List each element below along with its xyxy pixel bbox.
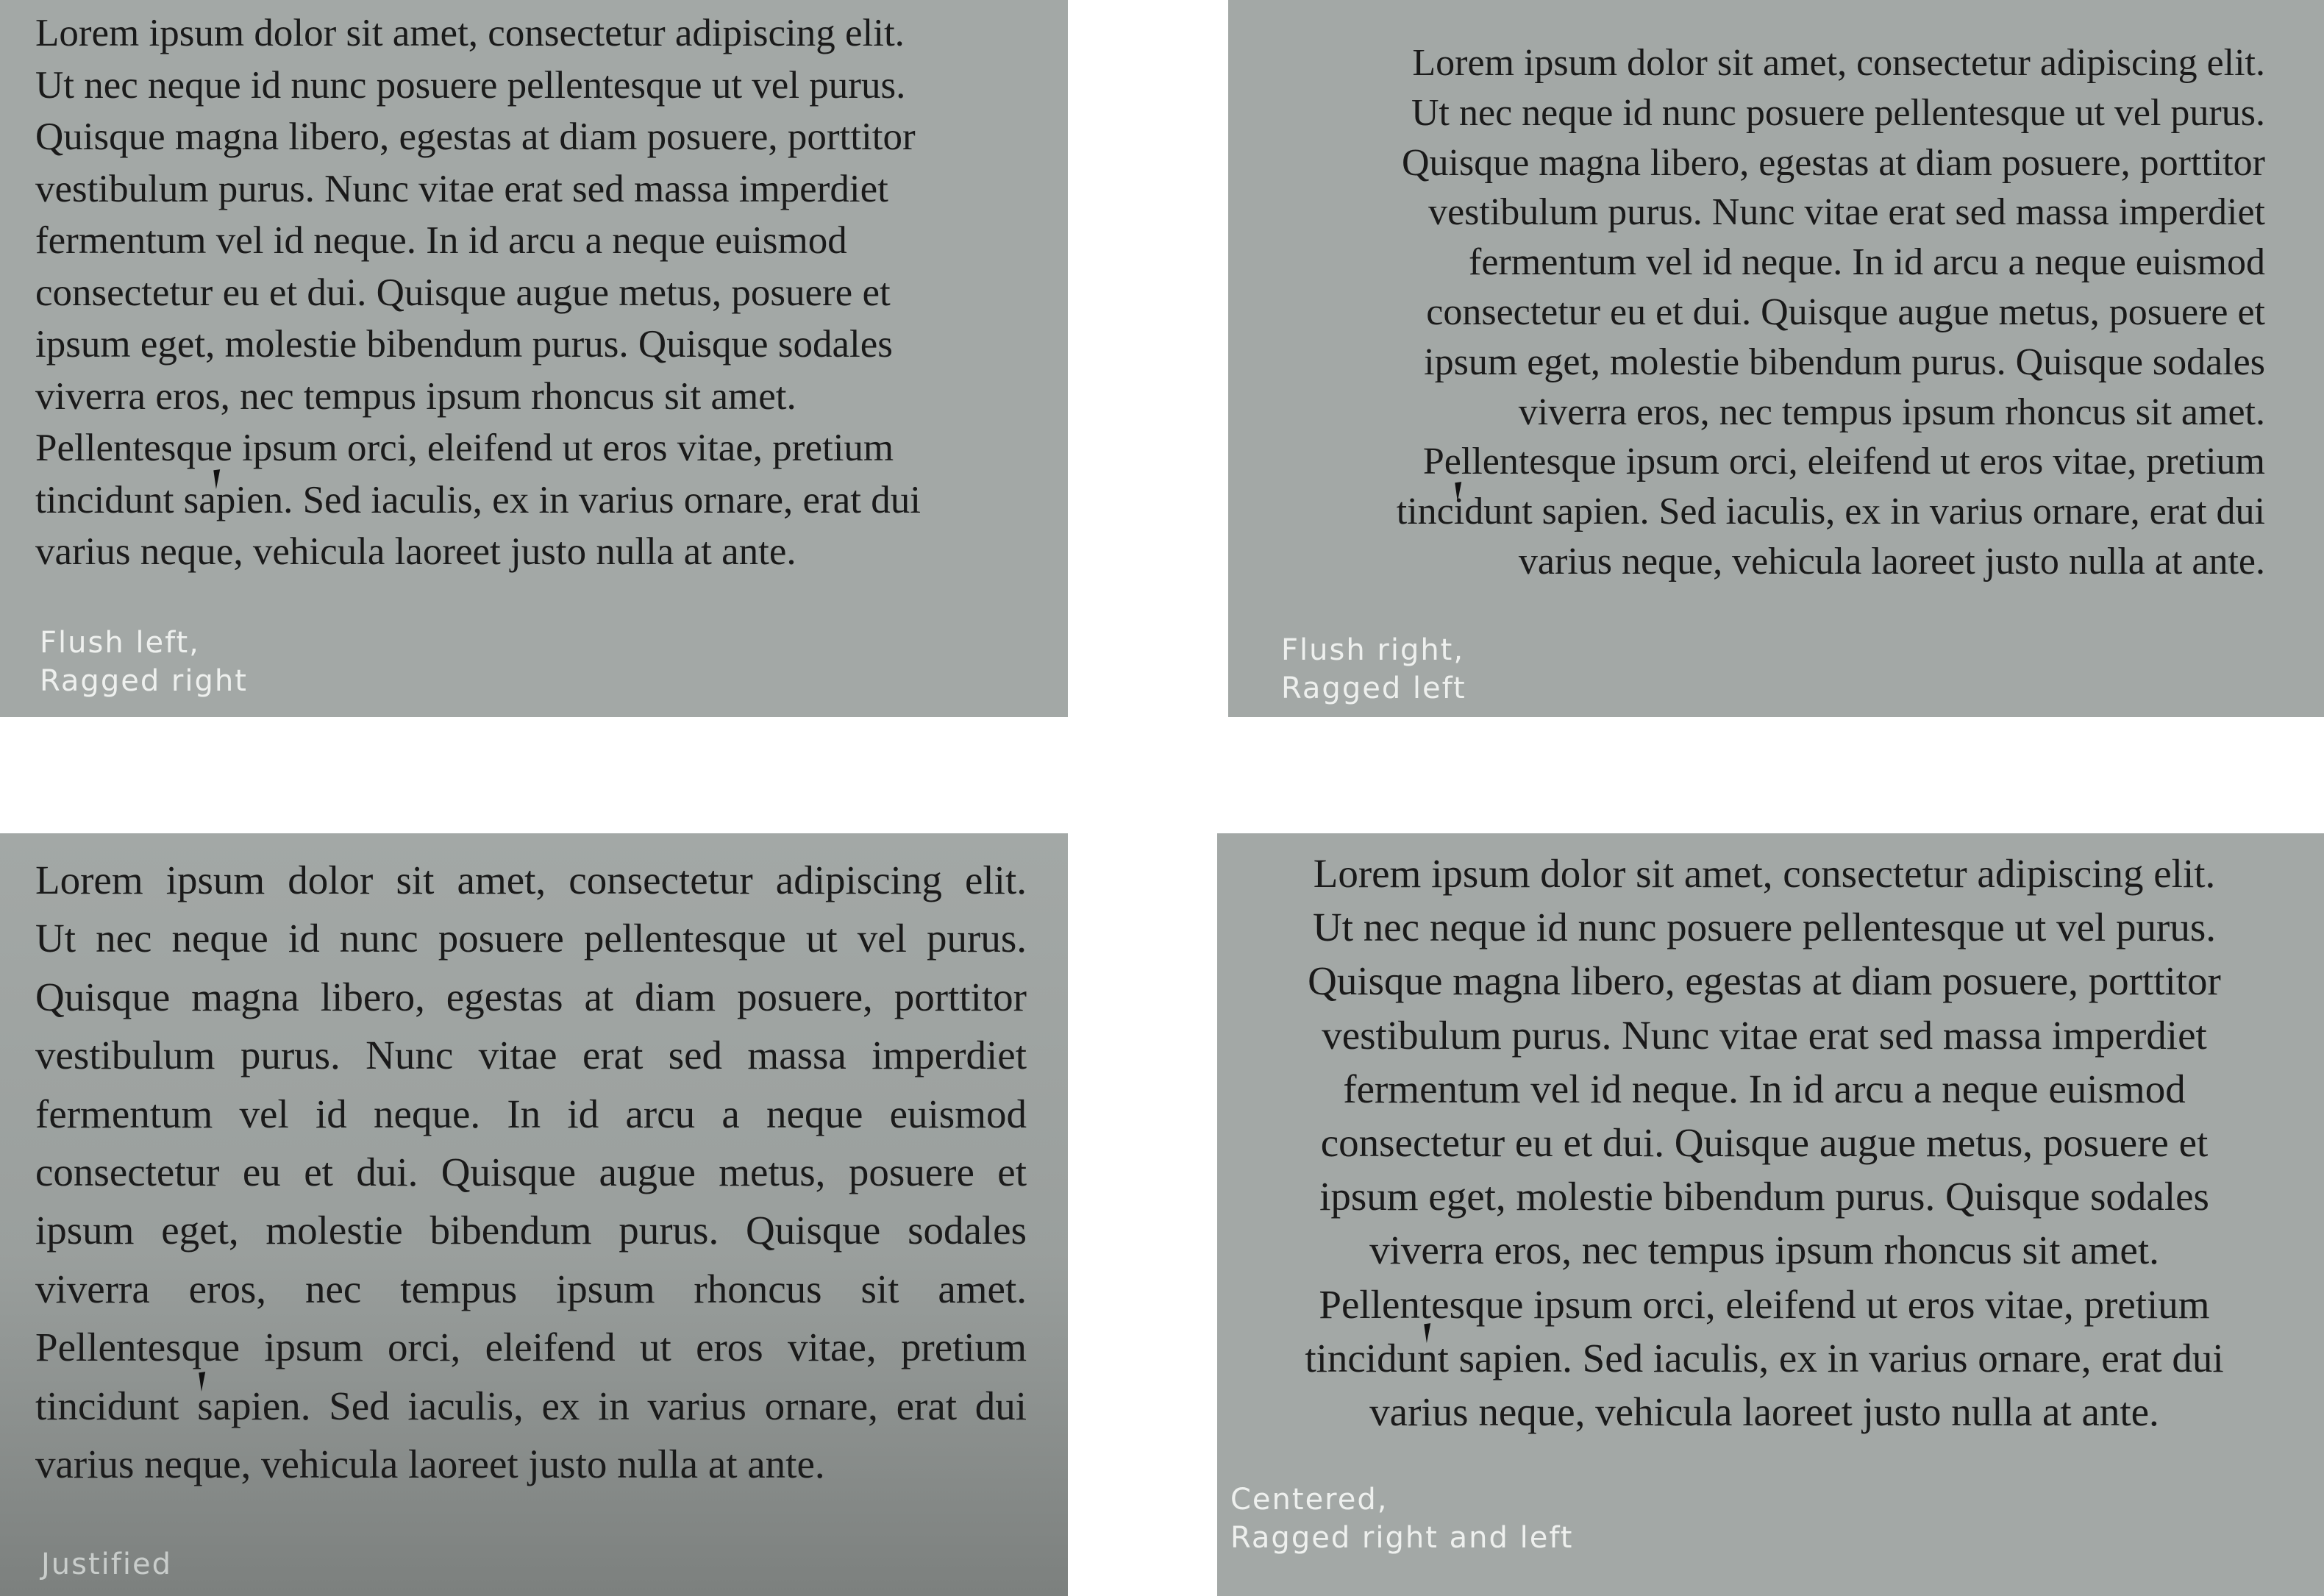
paragraph-line: Lorem ipsum dolor sit amet, consectetur adipiscing elit. — [1313, 851, 2216, 896]
caption-justified — [41, 1545, 172, 1583]
paragraph-line: consectetur eu et dui. Quisque augue metus, posuere et — [1426, 291, 2265, 333]
caption-line: Flush right, — [1281, 633, 1465, 667]
paragraph-line: Quisque magna libero, egestas at diam posuere, porttitor — [35, 115, 916, 158]
paragraph-line: viverra eros, nec tempus ipsum rhoncus sit amet. — [1518, 391, 2265, 433]
paragraph-line: vestibulum purus. Nunc vitae erat sed massa imperdiet — [1322, 1012, 2207, 1058]
caption-line: Ragged left — [1281, 671, 1466, 705]
paragraph-line: fermentum vel id neque. In id arcu a neque euismod — [35, 1091, 1027, 1136]
caption-line: Justified — [41, 1547, 172, 1581]
panel-centered — [1217, 833, 2324, 1596]
paragraph-line: ipsum eget, molestie bibendum purus. Quisque sodales — [35, 1208, 1027, 1253]
mouse-pointer-icon — [1455, 481, 1470, 502]
paragraph-line: Pellentesque ipsum orci, eleifend ut eros vitae, pretium — [35, 1325, 1027, 1370]
paragraph-line: Ut nec neque id nunc posuere pellentesque ut vel purus. — [35, 63, 906, 107]
caption-line: Ragged right — [40, 664, 248, 698]
paragraph-line: varius neque, vehicula laoreet justo nulla at ante. — [35, 1442, 825, 1487]
caption-line: Ragged right and left — [1230, 1521, 1574, 1555]
paragraph-line: tincidunt sapien. Sed iaculis, ex in varius ornare, erat dui — [1305, 1335, 2224, 1381]
paragraph-line: ipsum eget, molestie bibendum purus. Quisque sodales — [1424, 341, 2265, 383]
caption-centered — [1230, 1481, 1573, 1557]
paragraph-line: ipsum eget, molestie bibendum purus. Quisque sodales — [35, 323, 893, 366]
paragraph-line: ipsum eget, molestie bibendum purus. Quisque sodales — [1319, 1174, 2209, 1219]
paragraph-line: Quisque magna libero, egestas at diam posuere, porttitor — [35, 974, 1027, 1019]
paragraph-centered — [1220, 847, 2309, 1439]
paragraph-line: Ut nec neque id nunc posuere pellentesque ut vel purus. — [1313, 905, 2216, 950]
mouse-pointer-icon — [213, 469, 229, 489]
paragraph-line: tincidunt sapien. Sed iaculis, ex in varius ornare, erat dui — [35, 478, 921, 521]
paragraph-line: Pellentesque ipsum orci, eleifend ut eros vitae, pretium — [35, 427, 894, 469]
paragraph-line: Ut nec neque id nunc posuere pellentesque ut vel purus. — [1411, 91, 2265, 134]
caption-line: Flush left, — [40, 626, 200, 660]
caption-flush-right — [1281, 631, 1466, 708]
paragraph-line: Quisque magna libero, egestas at diam posuere, porttitor — [1401, 141, 2265, 184]
paragraph-line: Pellentesque ipsum orci, eleifend ut eros vitae, pretium — [1319, 1281, 2210, 1327]
caption-flush-left — [40, 624, 248, 700]
paragraph-line: fermentum vel id neque. In id arcu a neque euismod — [1343, 1066, 2186, 1111]
paragraph-line: consectetur eu et dui. Quisque augue metus, posuere et — [35, 1150, 1027, 1195]
paragraph-line: varius neque, vehicula laoreet justo nulla at ante. — [1369, 1389, 2159, 1435]
mouse-pointer-icon — [1424, 1322, 1439, 1343]
paragraph-line: varius neque, vehicula laoreet justo nulla at ante. — [1518, 540, 2265, 583]
paragraph-line: viverra eros, nec tempus ipsum rhoncus sit amet. — [35, 374, 796, 418]
paragraph-line: consectetur eu et dui. Quisque augue metus, posuere et — [35, 271, 891, 314]
paragraph-line: vestibulum purus. Nunc vitae erat sed massa imperdiet — [35, 167, 888, 210]
paragraph-line: Ut nec neque id nunc posuere pellentesque ut vel purus. — [35, 916, 1027, 961]
paragraph-line: Lorem ipsum dolor sit amet, consectetur adipiscing elit. — [35, 858, 1027, 902]
paragraph-line: vestibulum purus. Nunc vitae erat sed massa imperdiet — [35, 1033, 1027, 1078]
paragraph-line: Pellentesque ipsum orci, eleifend ut eros vitae, pretium — [1422, 441, 2265, 483]
paragraph-line: Lorem ipsum dolor sit amet, consectetur adipiscing elit. — [1412, 42, 2265, 84]
paragraph-line: varius neque, vehicula laoreet justo nulla at ante. — [35, 530, 796, 573]
panel-justified — [0, 833, 1068, 1596]
paragraph-line: fermentum vel id neque. In id arcu a neque euismod — [1469, 241, 2265, 284]
paragraph-justified — [35, 851, 1027, 1493]
paragraph-line: viverra eros, nec tempus ipsum rhoncus sit amet. — [1369, 1228, 2159, 1273]
paragraph-line: viverra eros, nec tempus ipsum rhoncus sit amet. — [35, 1266, 1027, 1311]
panel-flush-right — [1228, 0, 2324, 717]
paragraph-line: tincidunt sapien. Sed iaculis, ex in varius ornare, erat dui — [1396, 491, 2265, 533]
panel-flush-left — [0, 0, 1068, 717]
paragraph-line: Quisque magna libero, egestas at diam posuere, porttitor — [1308, 958, 2221, 1004]
paragraph-line: consectetur eu et dui. Quisque augue metus, posuere et — [1320, 1120, 2209, 1166]
paragraph-line: vestibulum purus. Nunc vitae erat sed massa imperdiet — [1428, 191, 2265, 234]
paragraph-line: fermentum vel id neque. In id arcu a neque euismod — [35, 219, 847, 262]
paragraph-flush-right — [1236, 38, 2265, 587]
caption-line: Centered, — [1230, 1483, 1389, 1517]
paragraph-flush-left — [35, 7, 1065, 578]
paragraph-line: tincidunt sapien. Sed iaculis, ex in varius ornare, erat dui — [35, 1383, 1027, 1428]
paragraph-line: Lorem ipsum dolor sit amet, consectetur adipiscing elit. — [35, 12, 905, 54]
mouse-pointer-icon — [199, 1371, 214, 1392]
